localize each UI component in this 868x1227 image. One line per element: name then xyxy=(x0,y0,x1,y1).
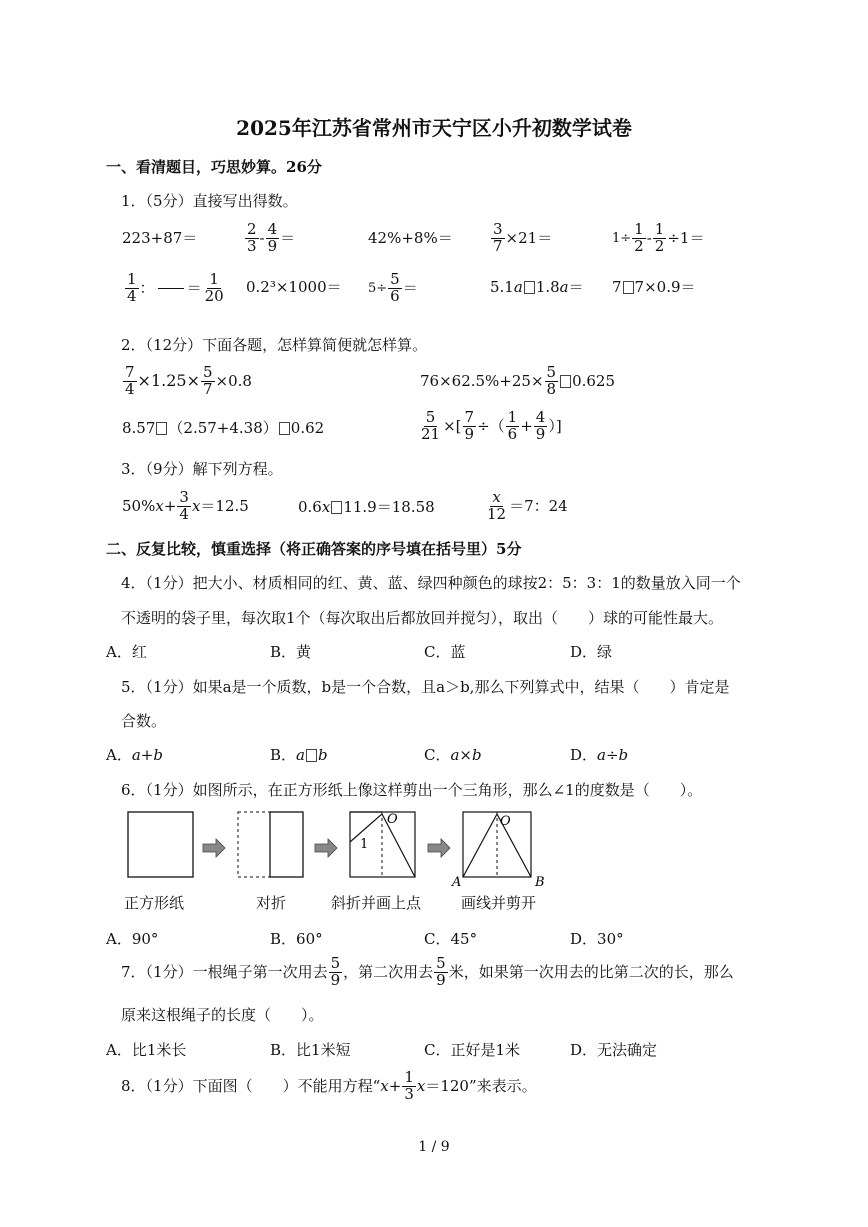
fraction xyxy=(123,365,137,398)
numerator: 1 xyxy=(209,270,219,288)
q7-option-a[interactable]: A．比1米长 xyxy=(106,1041,187,1059)
numerator: 7 xyxy=(464,408,475,426)
operator: + xyxy=(163,496,177,515)
q5-option-a[interactable] xyxy=(106,748,163,763)
expression-part: 0.62 xyxy=(290,419,325,437)
denominator: 20 xyxy=(204,286,224,305)
expression-part: ＝7：24 xyxy=(509,496,568,515)
q7-line-2: 原来这根绳子的长度（ ）。 xyxy=(121,1006,324,1024)
denominator: 2 xyxy=(634,236,644,255)
denominator: 7 xyxy=(493,236,503,255)
expression-part: 7 xyxy=(612,278,622,296)
variable: x xyxy=(416,1076,426,1095)
q5-line-2: 合数。 xyxy=(121,712,167,730)
fraction xyxy=(545,365,559,398)
denominator: 12 xyxy=(487,504,507,523)
fraction xyxy=(653,222,667,255)
expression-part: 0.6 xyxy=(298,498,322,516)
expression-prefix: 5÷ xyxy=(368,280,388,296)
page-number: 1 / 9 xyxy=(418,1139,450,1155)
answer-blank xyxy=(158,287,184,289)
expression-part: 1.8 xyxy=(535,278,560,296)
q1-item-g: 0.2³×1000＝ xyxy=(246,278,342,296)
q5-line-1: 5．（1分）如果a是一个质数，b是一个合数，且a＞b,那么下列算式中，结果（ ）肯定是 xyxy=(121,678,730,696)
q4-line-2: 不透明的袋子里，每次取1个（每次取出后都放回并搅匀），取出（ ）球的可能性最大。 xyxy=(121,609,724,627)
denominator: 2 xyxy=(654,236,665,255)
q8-line-1 xyxy=(121,1070,537,1103)
q1-heading: 1．（5分）直接写出得数。 xyxy=(121,192,298,210)
q4-line-1: 4．（1分）把大小、材质相同的红、黄、蓝、绿四种颜色的球按2：5：3：1的数量放入同一个 xyxy=(121,574,741,592)
expression-part: ×1.25× xyxy=(137,371,200,391)
fraction xyxy=(201,365,215,398)
q1-item-i xyxy=(490,280,584,295)
denominator: 4 xyxy=(179,504,189,523)
arrow-right-icon xyxy=(203,839,225,857)
numerator: 4 xyxy=(267,220,278,238)
q3-item-c xyxy=(484,490,568,523)
variable: x xyxy=(380,1076,389,1095)
numerator: 1 xyxy=(634,220,644,238)
text-part: ＝120”来表示。 xyxy=(425,1076,537,1095)
denominator: 9 xyxy=(535,424,546,443)
expression-part: ）] xyxy=(548,416,562,435)
q4-option-b[interactable]: B．黄 xyxy=(270,643,312,661)
option-letter: C． xyxy=(424,746,451,764)
option-letter: A． xyxy=(106,746,132,764)
cut-triangle-shape xyxy=(451,812,545,888)
expression-rest: ÷1＝ xyxy=(667,228,705,247)
numerator: x xyxy=(492,488,501,506)
denominator: 3 xyxy=(247,236,257,255)
fraction xyxy=(266,222,280,255)
q7-option-d[interactable]: D．无法确定 xyxy=(570,1041,658,1059)
denominator: 9 xyxy=(464,424,475,443)
q2-item-d xyxy=(418,410,562,443)
figure-caption: 画线并剪开 xyxy=(461,894,537,912)
fraction xyxy=(463,410,477,443)
expression-part: ÷（ xyxy=(477,416,505,435)
text-part: 米，如果第一次用去的比第二次的长，那么 xyxy=(448,962,734,981)
option-text: a+b xyxy=(131,746,163,764)
option-text: a xyxy=(296,746,305,764)
point-b-label: B xyxy=(535,875,545,888)
numerator: 1 xyxy=(127,270,137,288)
point-o-label: O xyxy=(387,812,398,827)
numerator: 5 xyxy=(202,363,213,381)
q3-heading: 3．（9分）解下列方程。 xyxy=(121,460,283,478)
fraction xyxy=(506,410,520,443)
variable: a xyxy=(559,278,569,296)
option-letter: D． xyxy=(570,746,598,764)
option-text: a÷b xyxy=(597,746,629,764)
figure-caption: 对折 xyxy=(256,894,287,912)
equals: ＝ xyxy=(568,278,584,296)
option-text: a×b xyxy=(450,746,482,764)
diagonal-fold-shape xyxy=(350,812,415,877)
colon: ： xyxy=(139,278,155,297)
expression-part: 5.1 xyxy=(490,278,514,296)
q5-option-c[interactable] xyxy=(424,748,482,763)
q1-item-e xyxy=(612,222,704,255)
fraction xyxy=(329,956,343,989)
missing-glyph-box xyxy=(560,375,571,388)
operator: + xyxy=(388,1076,402,1095)
q4-option-c[interactable]: C．蓝 xyxy=(424,643,466,661)
q7-option-b[interactable]: B．比1米短 xyxy=(270,1041,351,1059)
q2-item-b xyxy=(420,365,615,398)
section-2-heading: 二、反复比较，慎重选择（将正确答案的序号填在括号里）5分 xyxy=(106,540,522,558)
expression-part: ＝12.5 xyxy=(200,496,249,515)
missing-glyph-box xyxy=(331,501,342,514)
denominator: 4 xyxy=(127,286,137,305)
fraction xyxy=(125,272,139,305)
numerator: 5 xyxy=(330,954,341,972)
fraction xyxy=(491,222,505,255)
arrow-right-icon xyxy=(315,839,337,857)
operator: + xyxy=(520,416,533,435)
q6-option-b[interactable]: B．60° xyxy=(270,930,323,948)
angle-1-label: 1 xyxy=(360,837,369,852)
denominator: 8 xyxy=(546,379,557,398)
q6-line-1: 6．（1分）如图所示，在正方形纸上像这样剪出一个三角形，那么∠1的度数是（ ）。 xyxy=(121,781,703,799)
expression-part: ×0.8 xyxy=(215,371,252,390)
expression-part: 11.9＝18.58 xyxy=(343,498,435,516)
denominator: 7 xyxy=(202,379,213,398)
equals: ＝ xyxy=(186,278,202,297)
point-a-label: A xyxy=(452,875,462,888)
q3-item-b xyxy=(298,500,435,515)
denominator: 9 xyxy=(267,236,278,255)
numerator: 4 xyxy=(535,408,546,426)
expression-rest: ×21＝ xyxy=(505,228,553,247)
fraction xyxy=(402,1070,416,1103)
q7-line-1 xyxy=(121,956,734,989)
q1-item-h xyxy=(368,272,418,305)
fraction xyxy=(534,410,548,443)
numerator: 5 xyxy=(436,954,446,972)
q6-option-a[interactable]: A．90° xyxy=(106,930,159,948)
expression-part: 50% xyxy=(122,496,156,515)
fraction xyxy=(177,490,191,523)
missing-glyph-box xyxy=(279,422,290,435)
numerator: 1 xyxy=(654,220,665,238)
option-letter: B． xyxy=(270,746,297,764)
missing-glyph-box xyxy=(524,281,535,294)
figure-caption: 正方形纸 xyxy=(124,894,185,912)
numerator: 3 xyxy=(179,488,189,506)
section-1-heading: 一、看清题目，巧思妙算。26分 xyxy=(106,158,322,176)
folded-paper-shape xyxy=(238,812,303,877)
q2-item-c xyxy=(122,421,324,436)
q6-folding-figure xyxy=(100,806,570,888)
q1-item-c: 42%+8%＝ xyxy=(368,229,453,247)
denominator: 6 xyxy=(390,286,400,305)
fraction xyxy=(434,956,448,989)
expression-prefix: 1÷ xyxy=(612,230,632,246)
q1-item-d xyxy=(490,222,552,255)
expression-part: 0.625 xyxy=(572,371,616,390)
text-part: 8．（1分）下面图（ ）不能用方程“ xyxy=(121,1076,381,1095)
text-part: ，第二次用去 xyxy=(343,962,434,981)
expression-part: （2.57+4.38） xyxy=(168,419,278,437)
q5-option-d[interactable] xyxy=(570,748,628,763)
q6-option-d[interactable]: D．30° xyxy=(570,930,624,948)
q6-option-c[interactable]: C．45° xyxy=(424,930,478,948)
numerator: 1 xyxy=(404,1068,414,1086)
fraction xyxy=(388,272,402,305)
fraction xyxy=(419,410,442,443)
q4-option-d[interactable]: D．绿 xyxy=(570,643,613,661)
variable: a xyxy=(513,278,523,296)
figure-caption: 斜折并画上点 xyxy=(331,894,422,912)
square-paper-shape xyxy=(128,812,193,877)
fraction xyxy=(632,222,646,255)
missing-glyph-box xyxy=(306,749,317,762)
missing-glyph-box xyxy=(623,281,634,294)
expression-part: 76×62.5%+25× xyxy=(420,371,544,390)
expression-part: ×[ xyxy=(443,416,462,435)
q7-option-c[interactable]: C．正好是1米 xyxy=(424,1041,521,1059)
fraction xyxy=(485,490,508,523)
fraction xyxy=(245,222,259,255)
arrow-right-icon xyxy=(428,839,450,857)
numerator: 5 xyxy=(425,408,436,426)
denominator: 9 xyxy=(330,970,341,989)
denominator: 21 xyxy=(421,424,441,443)
q1-item-j xyxy=(612,280,696,295)
q1-item-f xyxy=(124,272,227,305)
variable: x xyxy=(191,496,201,515)
denominator: 9 xyxy=(436,970,446,989)
page-title: 2025年江苏省常州市天宁区小升初数学试卷 xyxy=(236,116,632,140)
point-o-label: O xyxy=(500,814,511,829)
equals: ＝ xyxy=(402,278,418,297)
text-part: 7．（1分）一根绳子第一次用去 xyxy=(121,962,328,981)
fraction xyxy=(203,272,226,305)
variable: x xyxy=(321,498,331,516)
option-text: b xyxy=(317,746,328,764)
expression-part: 8.57 xyxy=(122,419,156,437)
expression-part: 7×0.9＝ xyxy=(634,278,696,296)
numerator: 7 xyxy=(125,363,135,381)
equals: ＝ xyxy=(280,228,296,247)
numerator: 5 xyxy=(546,363,557,381)
q1-item-a: 223+87＝ xyxy=(122,229,198,247)
missing-glyph-box xyxy=(156,422,167,435)
q2-heading: 2．（12分）下面各题，怎样算简便就怎样算。 xyxy=(121,336,428,354)
denominator: 6 xyxy=(507,424,518,443)
numerator: 3 xyxy=(493,220,503,238)
variable: x xyxy=(155,496,164,515)
q4-option-a[interactable]: A．红 xyxy=(106,643,147,661)
numerator: 2 xyxy=(247,220,257,238)
denominator: 4 xyxy=(125,379,135,398)
operator: - xyxy=(646,228,652,247)
q1-item-b xyxy=(244,222,295,255)
q2-item-a xyxy=(122,365,252,398)
numerator: 1 xyxy=(507,408,518,426)
numerator: 5 xyxy=(390,270,400,288)
q5-option-b[interactable] xyxy=(270,748,328,763)
operator: - xyxy=(259,228,265,247)
q3-item-a xyxy=(122,490,249,523)
denominator: 3 xyxy=(404,1084,414,1103)
